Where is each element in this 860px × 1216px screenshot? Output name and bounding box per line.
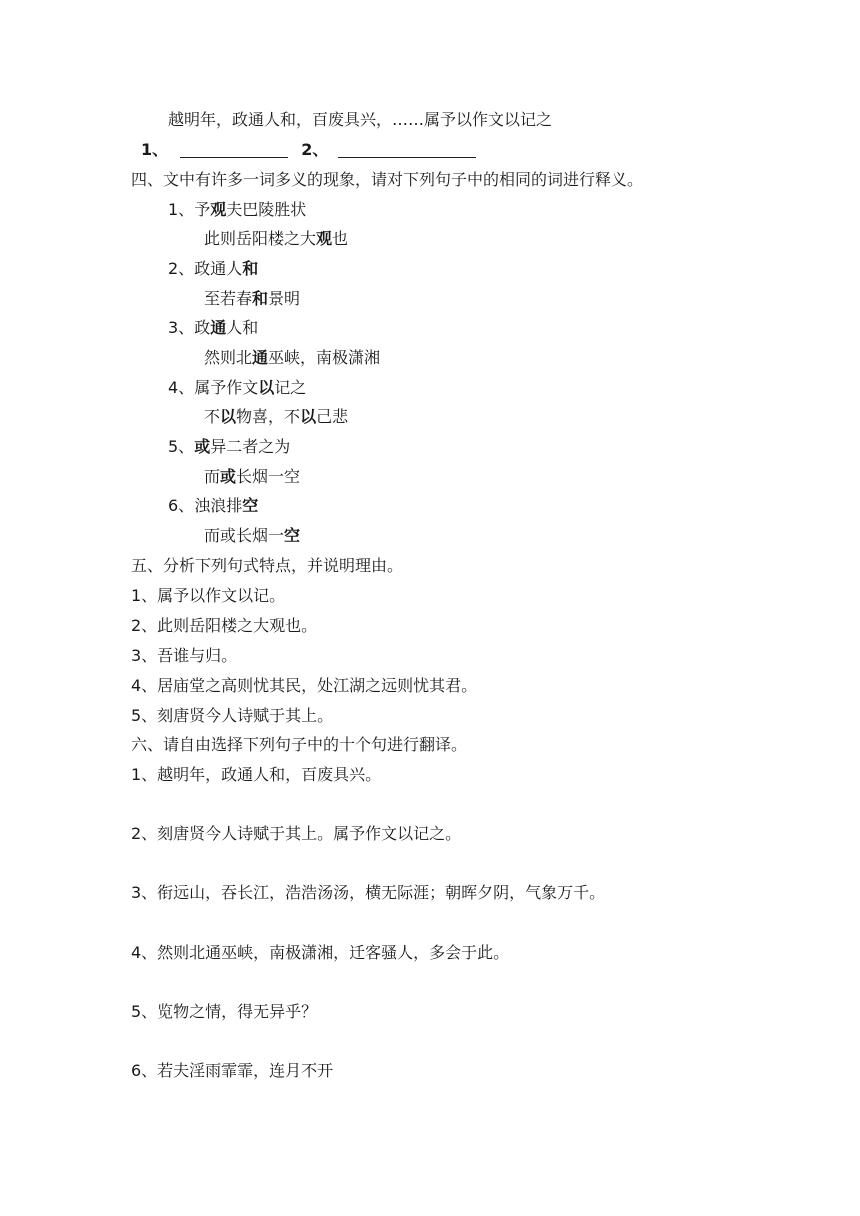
- s4-item5-b: 而或长烟一空: [204, 467, 301, 486]
- s6-item-3: 3、衔远山，吞长江，浩浩汤汤，横无际涯；朝晖夕阴，气象万千。: [131, 883, 606, 902]
- s4-item1-b: 此则岳阳楼之大观也: [204, 229, 349, 248]
- s5-item-1: 1、属予以作文以记。: [131, 586, 286, 605]
- s4-item2-a: 2、政通人和: [168, 259, 259, 278]
- blank2-label: 2、: [301, 140, 329, 159]
- s4-item3-a: 3、政通人和: [168, 318, 259, 337]
- intro-quote: 越明年，政通人和，百废具兴，……属予以作文以记之: [168, 110, 553, 129]
- section4-title: 四、文中有许多一词多义的现象，请对下列句子中的相同的词进行释义。: [131, 170, 644, 189]
- s4-item4-a: 4、属予作文以记之: [168, 378, 307, 397]
- blank2-input[interactable]: [338, 141, 476, 158]
- s4-item5-a: 5、或异二者之为: [168, 437, 291, 456]
- s6-item-5: 5、览物之情，得无异乎？: [131, 1002, 318, 1021]
- s6-item-4: 4、然则北通巫峡，南极潇湘，迁客骚人，多会于此。: [131, 943, 510, 962]
- s5-item-3: 3、吾谁与归。: [131, 646, 238, 665]
- s4-item6-a: 6、浊浪排空: [168, 496, 259, 515]
- section6-title: 六、请自由选择下列句子中的十个句进行翻译。: [131, 735, 468, 754]
- answer-blanks-row: [141, 139, 476, 161]
- s5-item-4: 4、居庙堂之高则忧其民，处江湖之远则忧其君。: [131, 676, 478, 695]
- s4-item6-b: 而或长烟一空: [204, 526, 301, 545]
- s4-item1-a: 1、予观夫巴陵胜状: [168, 200, 307, 219]
- s6-item-2: 2、刻唐贤今人诗赋于其上。属予作文以记之。: [131, 824, 462, 843]
- blank1-label: 1、: [141, 140, 169, 159]
- s6-item-6: 6、若夫淫雨霏霏，连月不开: [131, 1061, 334, 1080]
- s4-item2-b: 至若春和景明: [204, 289, 301, 308]
- s4-item3-b: 然则北通巫峡，南极潇湘: [204, 348, 381, 367]
- section5-title: 五、分析下列句式特点，并说明理由。: [131, 556, 404, 575]
- blank1-input[interactable]: [180, 141, 288, 158]
- s4-item4-b: 不以物喜，不以己悲: [204, 407, 349, 426]
- s5-item-2: 2、此则岳阳楼之大观也。: [131, 616, 318, 635]
- s5-item-5: 5、刻唐贤今人诗赋于其上。: [131, 706, 334, 725]
- s6-item-1: 1、越明年，政通人和，百废具兴。: [131, 765, 382, 784]
